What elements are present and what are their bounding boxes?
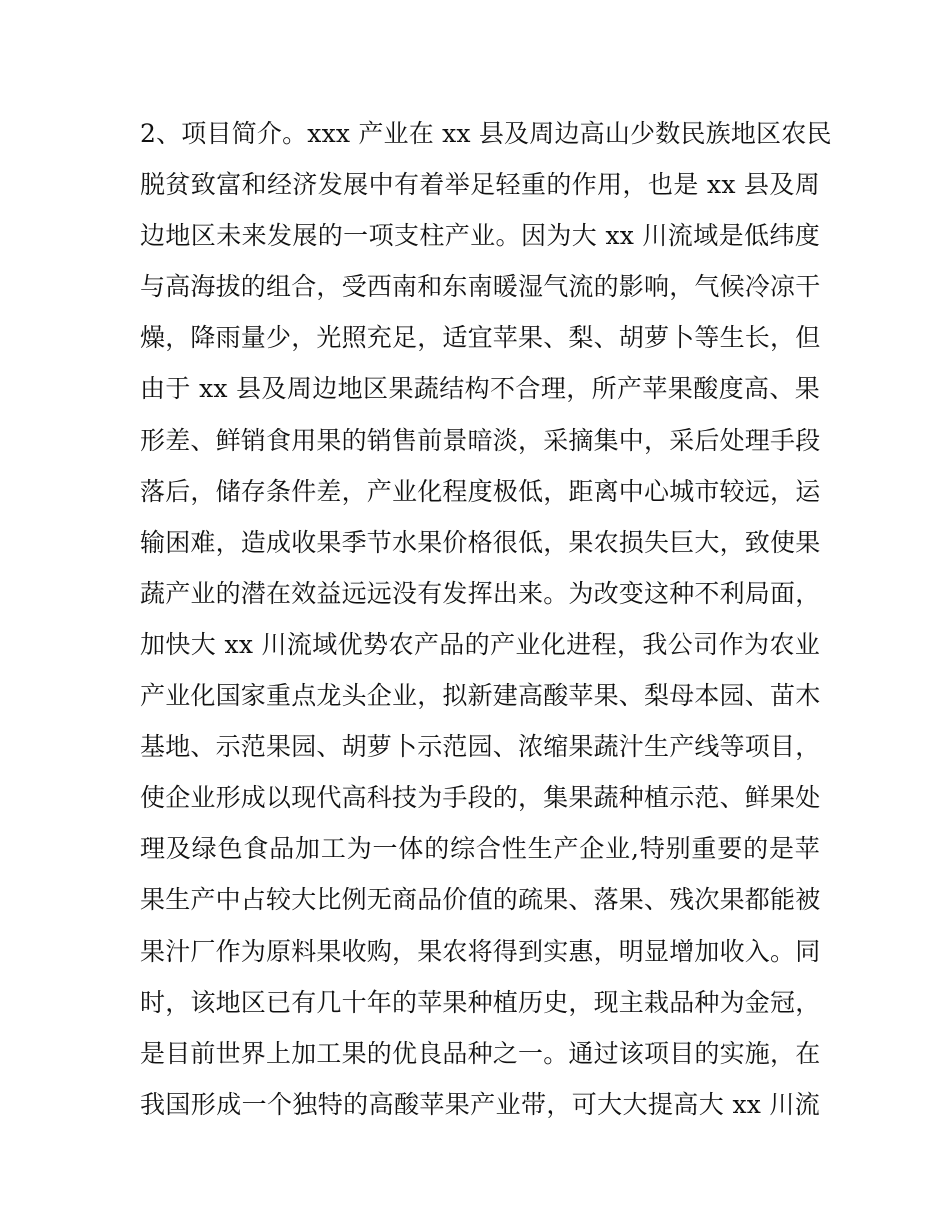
paragraph-line: 与高海拔的组合，受西南和东南暖湿气流的影响，气候冷凉干 bbox=[140, 272, 821, 302]
body-paragraph bbox=[140, 108, 832, 1130]
paragraph-line: 边地区未来发展的一项支柱产业。因为大 xx 川流域是低纬度 bbox=[140, 221, 820, 251]
paragraph-line: 时，该地区已有几十年的苹果种植历史，现主栽品种为金冠， bbox=[140, 987, 821, 1017]
paragraph-line: 产业化国家重点龙头企业，拟新建高酸苹果、梨母本园、苗木 bbox=[140, 681, 821, 711]
paragraph-line: 落后，储存条件差，产业化程度极低，距离中心城市较远，运 bbox=[140, 476, 821, 506]
paragraph-line: 形差、鲜销食用果的销售前景暗淡，采摘集中，采后处理手段 bbox=[140, 425, 821, 455]
paragraph-line: 燥，降雨量少，光照充足，适宜苹果、梨、胡萝卜等生长，但 bbox=[140, 323, 821, 353]
paragraph-line: 我国形成一个独特的高酸苹果产业带，可大大提高大 xx 川流 bbox=[140, 1089, 820, 1119]
paragraph-line: 果汁厂作为原料果收购，果农将得到实惠，明显增加收入。同 bbox=[140, 936, 821, 966]
paragraph-line: 基地、示范果园、胡萝卜示范园、浓缩果蔬汁生产线等项目， bbox=[140, 732, 821, 762]
paragraph-line: 2、项目简介。xxx 产业在 xx 县及周边高山少数民族地区农民 bbox=[140, 119, 832, 148]
paragraph-line: 果生产中占较大比例无商品价值的疏果、落果、残次果都能被 bbox=[140, 885, 821, 915]
paragraph-line: 理及绿色食品加工为一体的综合性生产企业,特别重要的是苹 bbox=[140, 834, 820, 864]
paragraph-line: 加快大 xx 川流域优势农产品的产业化进程，我公司作为农业 bbox=[140, 629, 820, 659]
paragraph-line: 使企业形成以现代高科技为手段的，集果蔬种植示范、鲜果处 bbox=[140, 783, 821, 813]
paragraph-line: 蔬产业的潜在效益远远没有发挥出来。为改变这种不利局面， bbox=[140, 578, 821, 608]
paragraph-line: 是目前世界上加工果的优良品种之一。通过该项目的实施，在 bbox=[140, 1038, 821, 1068]
paragraph-line: 输困难，造成收果季节水果价格很低，果农损失巨大，致使果 bbox=[140, 527, 821, 557]
paragraph-line: 由于 xx 县及周边地区果蔬结构不合理，所产苹果酸度高、果 bbox=[140, 374, 820, 404]
paragraph-line: 脱贫致富和经济发展中有着举足轻重的作用，也是 xx 县及周 bbox=[140, 170, 820, 200]
